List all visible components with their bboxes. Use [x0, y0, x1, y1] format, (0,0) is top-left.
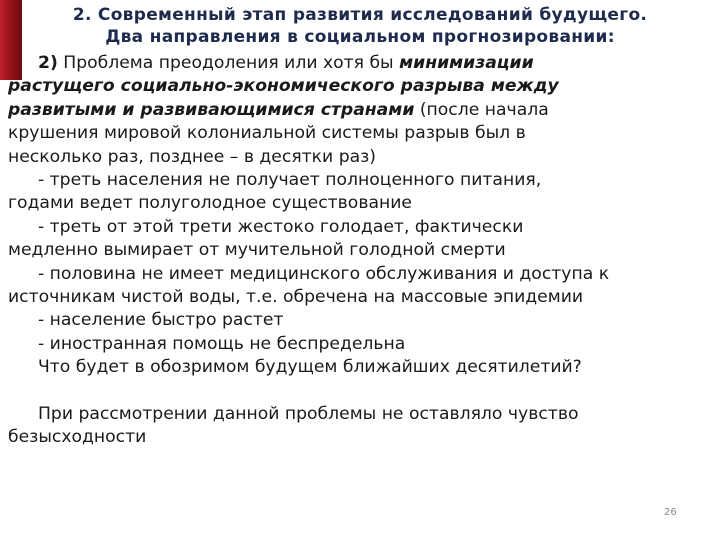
bullet-line: - население быстро растет — [38, 310, 284, 331]
spacer — [8, 380, 720, 403]
bullet-line: - половина не имеет медицинского обслуживания и доступа к — [38, 263, 610, 284]
title-line-1: 2. Современный этап развития исследований будущего. — [72, 5, 648, 25]
bullet-continuation: источникам чистой воды, т.е. обречена на массовые эпидемии — [8, 287, 584, 308]
paragraph-line: несколько раз, позднее – в десятки раз) — [8, 146, 376, 167]
emphasis-line: растущего социально-экономического разрыва между — [8, 76, 559, 97]
paragraph-line: безысходности — [8, 427, 147, 448]
slide-title — [30, 4, 690, 48]
text-span: Проблема преодоления или хотя бы — [57, 53, 400, 73]
bullet-line: - иностранная помощь не беспредельна — [38, 333, 406, 354]
text-span: (после начала — [414, 99, 549, 120]
bullet-line: - треть от этой трети жестоко голодает, фактически — [38, 216, 524, 237]
page-number: 26 — [664, 507, 677, 518]
paragraph-line: крушения мировой колониальной системы разрыв был в — [8, 123, 526, 144]
bullet-line: - треть населения не получает полноценного питания, — [38, 170, 542, 191]
paragraph-line — [8, 52, 720, 75]
emphasis-text: минимизации — [399, 53, 534, 73]
item-number: 2) — [38, 53, 58, 73]
slide-body — [8, 52, 720, 450]
paragraph-line: При рассмотрении данной проблемы не оставляло чувство — [38, 403, 579, 424]
bullet-continuation: медленно вымирает от мучительной голодной смерти — [8, 240, 506, 261]
paragraph-line — [8, 99, 720, 122]
emphasis-text: развитыми и развивающимися странами — [8, 99, 415, 120]
bullet-continuation: годами ведет полуголодное существование — [8, 193, 412, 214]
question-line: Что будет в обозримом будущем ближайших десятилетий? — [38, 357, 582, 378]
title-line-2: Два направления в социальном прогнозировании: — [105, 27, 615, 47]
